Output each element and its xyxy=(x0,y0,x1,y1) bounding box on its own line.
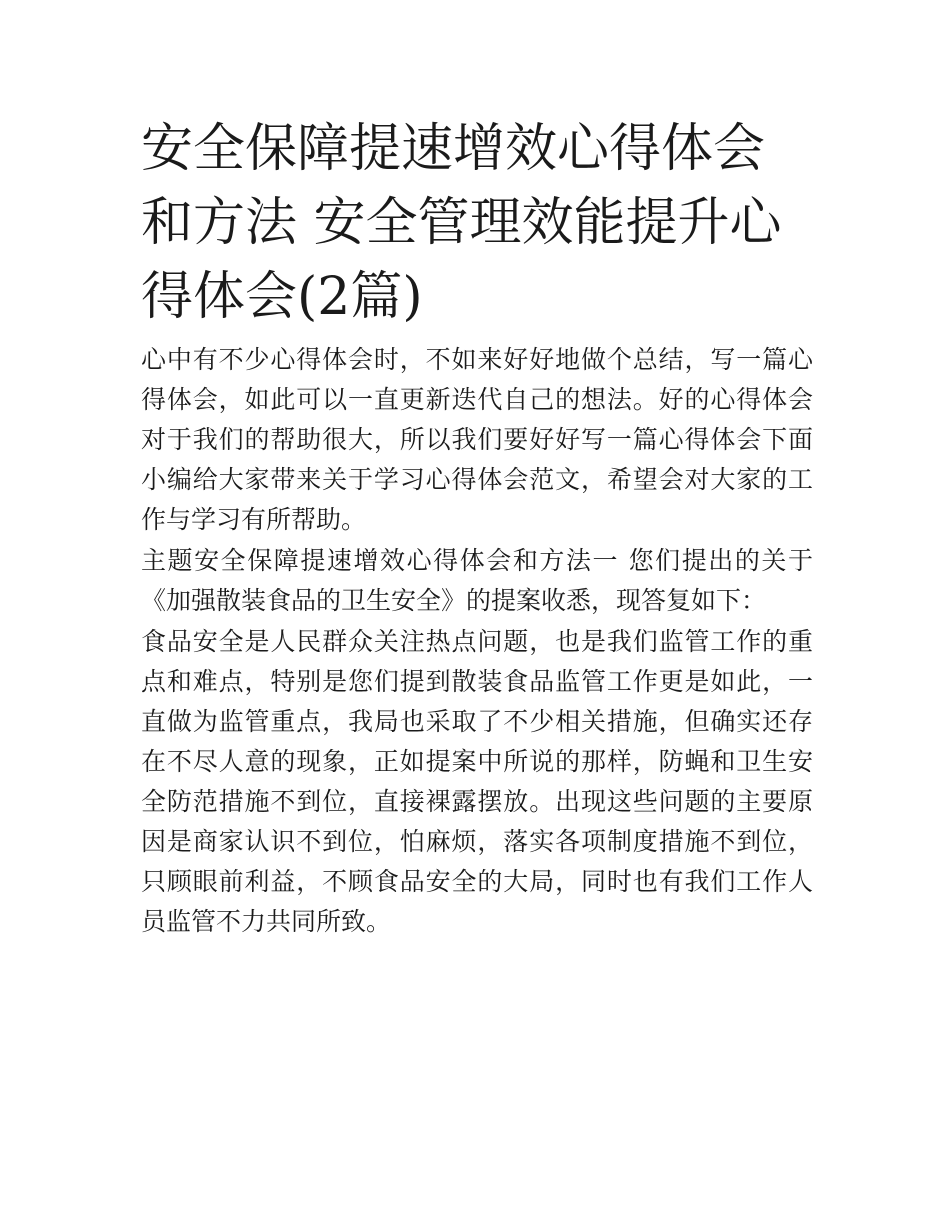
body-paragraph: 食品安全是人民群众关注热点问题，也是我们监管工作的重点和难点，特别是您们提到散装食品监管工作更是如此，一直做为监管重点，我局也采取了不少相关措施，但确实还存在不尽人意的现象，正如提案中所说的那样，防蝇和卫生安全防范措施不到位，直接裸露摆放。出现这些问题的主要原因是商家认识不到位，怕麻烦，落实各项制度措施不到位，只顾眼前利益，不顾食品安全的大局，同时也有我们工作人员监管不力共同所致。 xyxy=(141,627,813,936)
intro-paragraph: 心中有不少心得体会时，不如来好好地做个总结，写一篇心得体会，如此可以一直更新迭代自己的想法。好的心得体会对于我们的帮助很大，所以我们要好好写一篇心得体会下面小编给大家带来关于学习心得体会范文，希望会对大家的工作与学习有所帮助。 xyxy=(141,345,813,534)
document-title: 安全保障提速增效心得体会和方法 安全管理效能提升心得体会(2篇) xyxy=(141,119,782,327)
document-page xyxy=(141,112,813,942)
topic-paragraph: 主题安全保障提速增效心得体会和方法一 您们提出的关于《加强散装食品的卫生安全》的提案收悉，现答复如下： xyxy=(141,546,813,615)
